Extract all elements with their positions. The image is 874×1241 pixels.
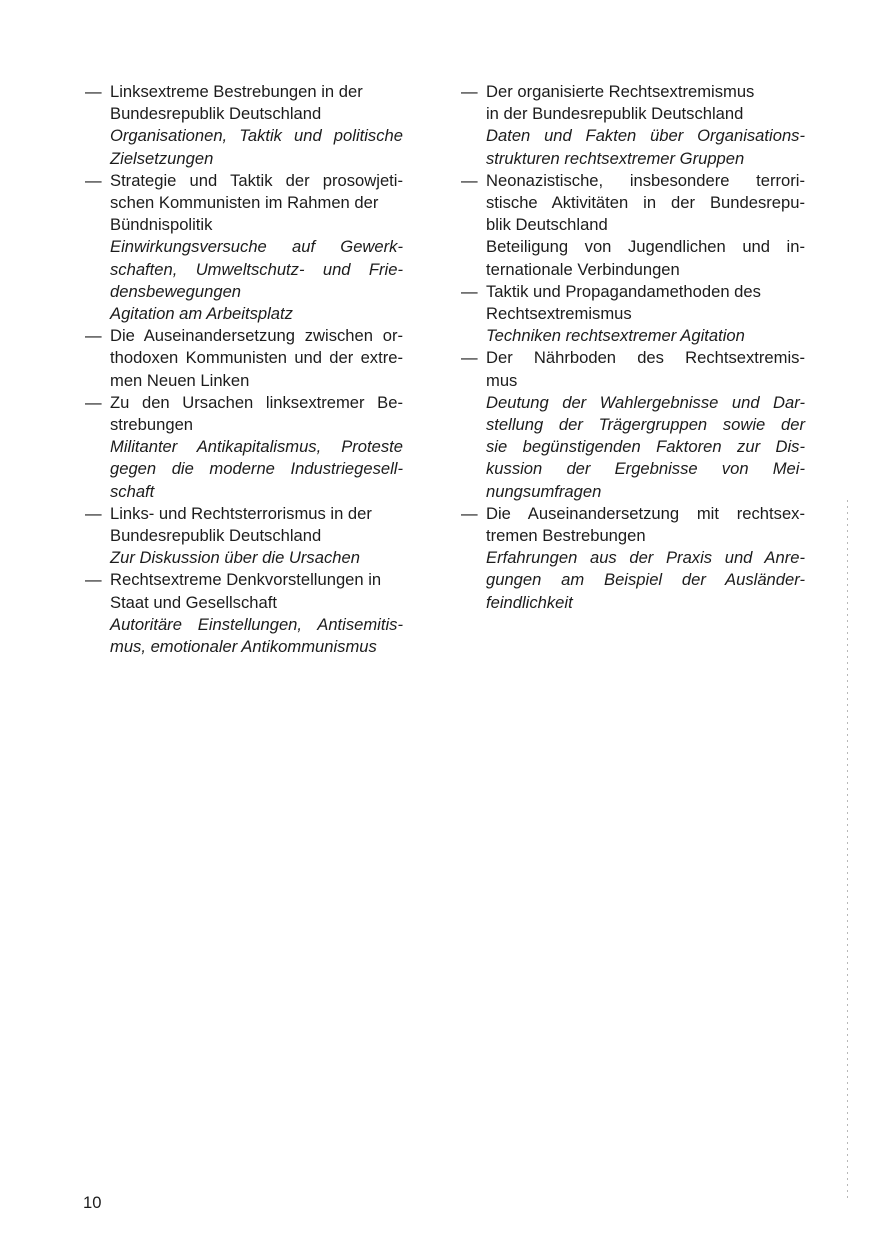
topic-title-line: men Neuen Linken [110,370,250,390]
topic-title-line: Bundesrepublik Deutschland [110,104,322,124]
topic-subtitle-line: nungsumfragen [486,481,602,501]
topic-title-line: Der organisierte Rechtsextremismus [486,82,755,101]
topic-title-line: Neonazistische, insbesondere terrori- [486,170,805,190]
topic-subtitle-line: Zur Diskussion über die Ursachen [110,548,360,568]
dash-bullet: — [85,503,102,523]
topic-title-line: blik Deutschland [486,215,608,235]
dash-bullet: — [85,326,102,346]
topic-title-line: strebungen [110,415,194,435]
topic-subtitle-line: Autoritäre Einstellungen, Antisemitis- [110,614,403,634]
dash-bullet: — [461,281,478,301]
topic-subtitle-line: Deutung der Wahlergebnisse und Dar- [486,392,805,412]
topic-entry [85,81,403,170]
scan-edge-mark [847,500,848,1200]
topic-subtitle-line: schaften, Umweltschutz- und Frie- [110,259,403,279]
topic-title-line: schen Kommunisten im Rahmen der [110,193,379,213]
topic-title-line: Linksextreme Bestrebungen in der [110,82,363,101]
topic-title-line: Bündnispolitik [110,215,213,235]
page-number: 10 [83,1193,102,1212]
dash-bullet: — [85,170,102,190]
topic-title-line: Links- und Rechtsterrorismus in der [110,503,372,523]
topic-entry [85,503,403,570]
left-column [85,81,403,658]
dash-bullet: — [85,392,102,412]
topic-title-line: stische Aktivitäten in der Bundesrepu- [486,193,805,213]
topic-subtitle-line: gegen die moderne Industriegesell- [110,459,403,479]
topic-subtitle-line: Agitation am Arbeitsplatz [110,304,293,324]
topic-subtitle-line: densbewegungen [110,281,242,301]
topic-entry [461,170,805,281]
topic-entry [461,347,805,502]
topic-subtitle-line: sie begünstigenden Faktoren zur Dis- [486,437,805,457]
topic-title-line: Beteiligung von Jugendlichen und in- [486,237,805,257]
topic-subtitle-line: Daten und Fakten über Organisations- [486,126,805,146]
topic-title-line: Strategie und Taktik der prosowjeti- [110,170,403,190]
dash-bullet: — [461,170,478,190]
topic-subtitle-line: Erfahrungen aus der Praxis und Anre- [486,548,805,568]
topic-title-line: mus [486,370,518,390]
topic-entry [85,569,403,658]
topic-title-line: ternationale Verbindungen [486,259,680,279]
topic-title-line: Zu den Ursachen linksextremer Be- [110,392,403,412]
topic-subtitle-line: Militanter Antikapitalismus, Proteste [110,437,403,457]
topic-title-line: Der Nährboden des Rechtsextremis- [486,348,805,368]
topic-subtitle-line: strukturen rechtsextremer Gruppen [486,148,745,168]
topic-entry [85,392,403,503]
topic-subtitle-line: Einwirkungsversuche auf Gewerk- [110,237,403,257]
topic-subtitle-line: Organisationen, Taktik und politische [110,126,403,146]
topic-title-line: Bundesrepublik Deutschland [110,526,322,546]
topic-title-line: Die Auseinandersetzung zwischen or- [110,326,403,346]
topic-title-line: Taktik und Propagandamethoden des [486,281,761,301]
topic-title-line: Rechtsextreme Denkvorstellungen in [110,570,382,590]
topic-entry [85,170,403,325]
dash-bullet: — [85,570,102,590]
topic-entry [85,325,403,392]
topic-subtitle-line: mus, emotionaler Antikommunismus [110,637,377,657]
topic-subtitle-line: Techniken rechtsextremer Agitation [486,326,745,346]
right-column [461,81,805,614]
dash-bullet: — [461,503,478,523]
dash-bullet: — [85,82,102,101]
topic-entry [461,81,805,170]
dash-bullet: — [461,348,478,368]
topic-subtitle-line: stellung der Trägergruppen sowie der [486,415,805,435]
topic-subtitle-line: Zielsetzungen [110,148,214,168]
topic-title-line: Rechtsextremismus [486,304,632,324]
topic-entry [461,281,805,348]
topic-subtitle-line: gungen am Beispiel der Ausländer- [486,570,805,590]
dash-bullet: — [461,82,478,101]
topic-title-line: tremen Bestrebungen [486,526,646,546]
topic-title-line: in der Bundesrepublik Deutschland [486,104,744,124]
topic-subtitle-line: feindlichkeit [486,592,573,612]
topic-title-line: Staat und Gesellschaft [110,592,277,612]
topic-subtitle-line: kussion der Ergebnisse von Mei- [486,459,805,479]
topic-title-line: Die Auseinandersetzung mit rechtsex- [486,503,805,523]
topic-entry [461,503,805,614]
topic-title-line: thodoxen Kommunisten und der extre- [110,348,403,368]
topic-subtitle-line: schaft [110,481,155,501]
